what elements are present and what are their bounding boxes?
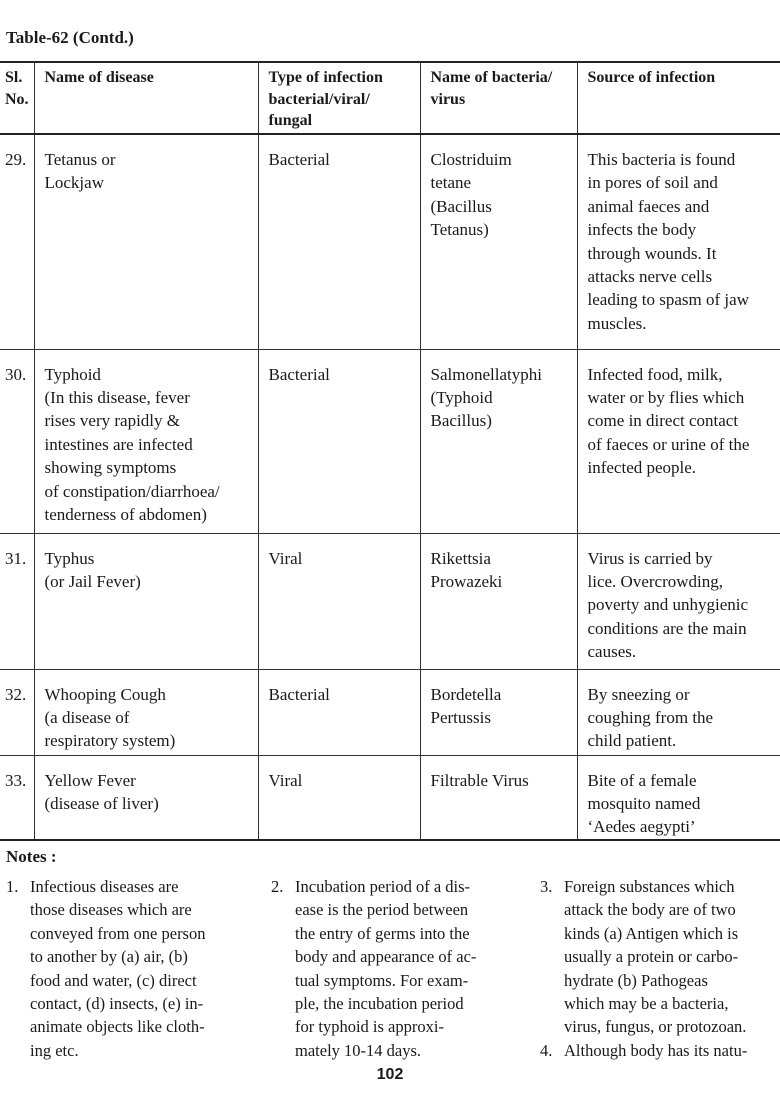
- table-header-row: [0, 62, 780, 134]
- cell-agent: Filtrable Virus: [420, 755, 577, 840]
- header-type: Type of infection bacterial/viral/ fungal: [258, 62, 420, 134]
- page-number: 102: [376, 1066, 404, 1083]
- cell-type: Viral: [258, 755, 420, 840]
- cell-no: 33.: [5, 770, 27, 790]
- header-sl-no: Sl. No.: [5, 69, 29, 108]
- cell-agent: Salmonellatyphi (Typhoid Bacillus): [420, 349, 577, 533]
- header-agent: Name of bacteria/ virus: [420, 62, 577, 134]
- note-number: 3.: [540, 877, 553, 896]
- cell-type: Bacterial: [258, 134, 420, 349]
- cell-source: This bacteria is found in pores of soil and animal faeces and infects the body through wounds. It attacks nerve cells leading to spasm of jaw muscles.: [577, 134, 780, 349]
- table-row: [0, 755, 780, 840]
- cell-type: Viral: [258, 533, 420, 669]
- table-row: [0, 669, 780, 755]
- table-title: Table-62 (Contd.): [6, 28, 134, 47]
- cell-agent: Bordetella Pertussis: [420, 669, 577, 755]
- cell-no: 30.: [5, 364, 27, 384]
- cell-no: 32.: [5, 684, 27, 704]
- cell-disease: Tetanus or Lockjaw: [34, 134, 258, 349]
- cell-disease: Whooping Cough (a disease of respiratory system): [34, 669, 258, 755]
- note-text: Infectious diseases are those diseases which are conveyed from one person to another by (a) air, (b) food and water, (c) direct contact, (d) insects, (e) in- animate objects like cloth- ing etc.: [30, 877, 206, 1060]
- cell-source: Virus is carried by lice. Overcrowding, poverty and unhygienic conditions are the main causes.: [577, 533, 780, 669]
- table-row: [0, 533, 780, 669]
- note-text: Foreign substances which attack the body are of two kinds (a) Antigen which is usually a protein or carbo- hydrate (b) Pathogeas which may be a bacteria, virus, fungus, or protozoan.: [564, 877, 747, 1037]
- note-number: 1.: [6, 877, 19, 896]
- cell-type: Bacterial: [258, 669, 420, 755]
- cell-disease: Typhoid (In this disease, fever rises very rapidly & intestines are infected showing symptoms of constipation/diarrhoea/ tenderness of abdomen): [34, 349, 258, 533]
- cell-source: Infected food, milk, water or by flies which come in direct contact of faeces or urine of the infected people.: [577, 349, 780, 533]
- cell-source: By sneezing or coughing from the child patient.: [577, 669, 780, 755]
- header-disease: Name of disease: [34, 62, 258, 134]
- cell-type: Bacterial: [258, 349, 420, 533]
- note-number: 4.: [540, 1041, 553, 1060]
- cell-disease: Typhus (or Jail Fever): [34, 533, 258, 669]
- note-number: 2.: [271, 877, 284, 896]
- cell-source: Bite of a female mosquito named ‘Aedes aegypti’: [577, 755, 780, 840]
- cell-agent: Clostriduim tetane (Bacillus Tetanus): [420, 134, 577, 349]
- table-row: [0, 349, 780, 533]
- note-text: Although body has its natu-: [564, 1041, 748, 1060]
- note-text: Incubation period of a dis- ease is the period between the entry of germs into the body and appearance of ac- tual symptoms. For exam- ple, the incubation period for typhoid is approxi- mately 10-14 days.: [295, 877, 477, 1060]
- cell-disease: Yellow Fever (disease of liver): [34, 755, 258, 840]
- cell-no: 29.: [5, 150, 27, 169]
- cell-agent: Rikettsia Prowazeki: [420, 533, 577, 669]
- notes-heading: Notes :: [6, 847, 57, 866]
- disease-table: [0, 61, 780, 841]
- cell-no: 31.: [5, 548, 27, 568]
- table-row: [0, 134, 780, 349]
- header-source: Source of infection: [577, 62, 780, 134]
